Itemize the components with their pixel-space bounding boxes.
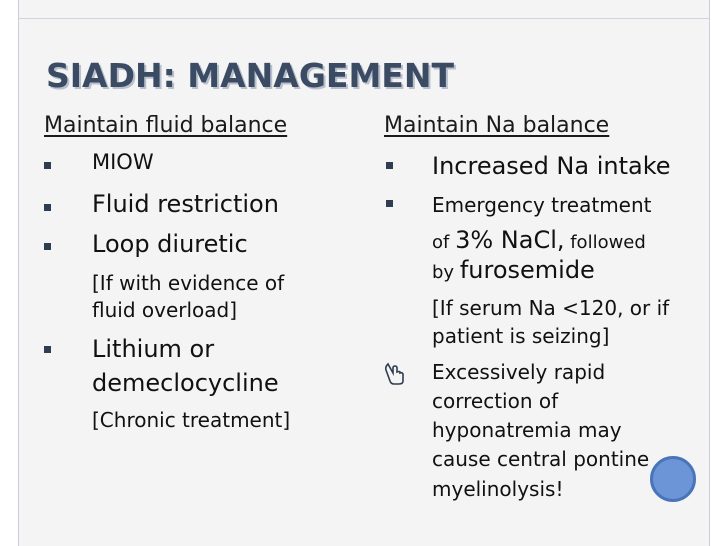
right-item3-line3: hyponatremia may — [432, 418, 622, 442]
right-note-line1: [If serum Na <120, or if — [432, 296, 670, 320]
bullet-square-icon — [386, 162, 393, 169]
right-item3-line2: correction of — [432, 389, 559, 413]
bullet-square-icon — [44, 243, 51, 250]
left-note-fluid-overload-line2: fluid overload] — [92, 298, 238, 322]
top-rule — [18, 18, 710, 19]
left-item-miow: MIOW — [92, 150, 154, 174]
right-item3-line5: myelinolysis! — [432, 477, 564, 501]
right-item-emergency-line2 — [432, 226, 646, 254]
right-item-emergency-line3 — [432, 256, 595, 284]
bullet-square-icon — [386, 200, 393, 207]
right-note-line2: patient is seizing] — [432, 324, 610, 348]
text-of: of — [432, 232, 456, 253]
right-border-rail — [709, 0, 728, 546]
text-by: by — [432, 262, 460, 283]
left-item-lithium-line2: demeclocycline — [92, 369, 279, 397]
slide-title: SIADH: MANAGEMENT — [46, 56, 454, 95]
left-column-header: Maintain fluid balance — [44, 113, 288, 138]
left-note-chronic: [Chronic treatment] — [92, 408, 291, 432]
left-item-fluid-restriction: Fluid restriction — [92, 190, 279, 218]
right-column-header: Maintain Na balance — [384, 113, 610, 138]
text-furosemide: furosemide — [459, 256, 595, 284]
right-item-increased-na: Increased Na intake — [432, 152, 671, 180]
text-followed: followed — [564, 232, 646, 253]
left-note-fluid-overload-line1: [If with evidence of — [92, 271, 285, 295]
right-item-emergency-line1: Emergency treatment — [432, 193, 652, 217]
bullet-square-icon — [44, 162, 51, 169]
right-item3-line4: cause central pontine — [432, 447, 650, 471]
bullet-square-icon — [44, 346, 51, 353]
right-item3-line1: Excessively rapid — [432, 360, 606, 384]
left-border-rail — [0, 0, 19, 546]
decorative-circle — [650, 456, 696, 502]
left-item-loop-diuretic: Loop diuretic — [92, 230, 248, 258]
bullet-square-icon — [44, 204, 51, 211]
left-item-lithium-line1: Lithium or — [92, 335, 215, 363]
text-nacl: 3% NaCl, — [455, 226, 565, 254]
pointing-hand-icon — [384, 362, 406, 386]
